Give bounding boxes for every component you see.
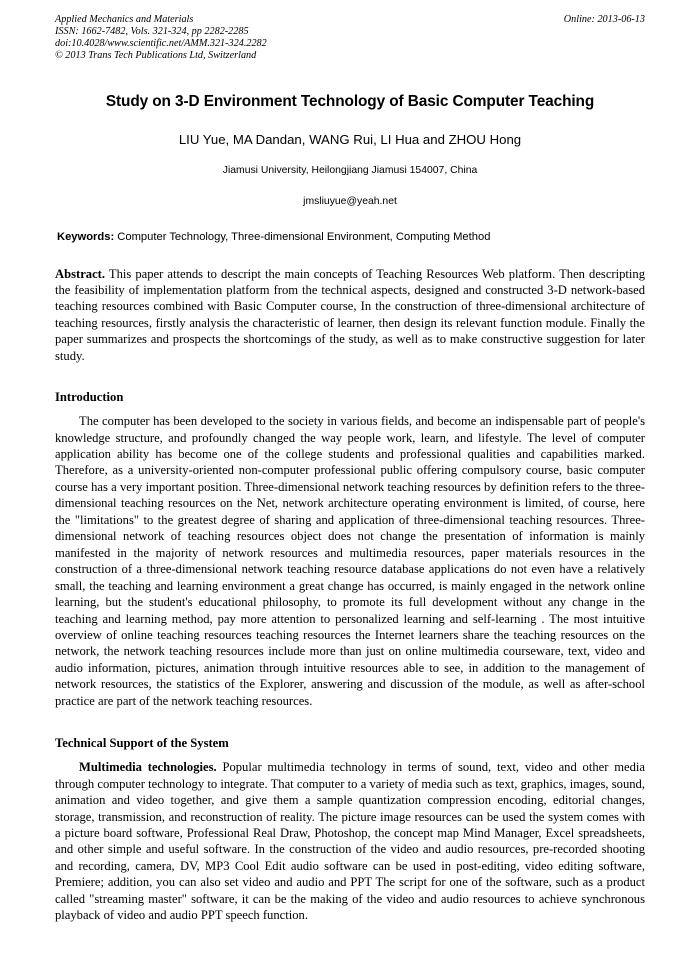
abstract-label: Abstract. — [55, 266, 106, 281]
author-list: LIU Yue, MA Dandan, WANG Rui, LI Hua and ZHOU Hong — [178, 131, 522, 147]
contact-email: jmsliuyue@yeah.net — [303, 195, 397, 207]
abstract-block — [55, 266, 645, 364]
paragraph-multimedia-technologies — [55, 759, 645, 924]
abstract-text: This paper attends to descript the main concepts of Teaching Resources Web platform. Then descripting the feasibility of implementation platform from the technical aspects, designed and constructed 3-D network-based teaching resources combined with Basic Computer course, In the construction of three-dimensional architecture of teaching resources, firstly analysis the characteristic of learner, then design its relevant function module. Finally the paper summarizes and prospects the shortcomings of the study, as well as to make constructive suggestion for later study. — [55, 266, 645, 363]
online-publication-date: Online: 2013-06-13 — [563, 14, 645, 25]
journal-name: Applied Mechanics and Materials — [55, 14, 194, 25]
paragraph-run-in-label: Multimedia technologies. — [79, 760, 217, 775]
paragraph-text: Popular multimedia technology in terms of sound, text, video and other media through computer technology to integrate. That computer to a variety of media such as text, graphics, images, sound, animation and video together, and give them a sample quantization compression encoding, editorial changes, storage, transmission, and reconstruction of reality. The picture image resources can be used the system comes with a picture board software, Professional Real Draw, Photoshop, the concept map Mind Manager, Excel spreadsheets, and other simple and useful software. In the construction of the video and audio resources, pre-recorded shooting and recording, camera, DV, MP3 Cool Edit audio software can be used in post-editing, video editing software, Premiere; addition, you can also set video and audio and PPT The script for one of the software, such as a product called "streaming master" software, it can be the making of the video and audio resources to achieve synchronous playback of video and audio PPT speech function. — [55, 760, 645, 923]
section-heading-introduction: Introduction — [55, 390, 124, 405]
journal-copyright-line: © 2013 Trans Tech Publications Ltd, Switzerland — [55, 49, 257, 61]
journal-doi-line: doi:10.4028/www.scientific.net/AMM.321-324.2282 — [55, 37, 267, 49]
page-title: Study on 3-D Environment Technology of Basic Computer Teaching — [105, 92, 595, 110]
keywords-line — [57, 230, 645, 244]
keywords-label: Keywords: — [57, 230, 115, 243]
paragraph-introduction — [55, 413, 645, 709]
section-heading-technical-support: Technical Support of the System — [55, 736, 229, 751]
paragraph-text: The computer has been developed to the society in various fields, and become an indispensable part of people's knowledge structure, and profoundly changed the way people work, learn, and lifestyle. The level of computer application ability has become one of the college students and professional qualities and capabilities marked. Therefore, as a university-oriented non-computer professional public offering compulsory course, basic computer course has a very important position. Three-dimensional network teaching resources by definition refers to the three-dimensional teaching resources on the Net, network architecture operating environment is limited, of course, here the "limitations" to the greatest degree of sharing and application of three-dimensional teaching resources. Three-dimensional network of teaching resources object does not change the presentation of information is mainly manifested in the majority of network resources and multimedia resources, paper materials resources in the construction of a three-dimensional network teaching resource database applications do not even have a relatively small, the teaching and learning environment a great change has occurred, is mainly engaged in the network online learning, but the student's educational philosophy, to promote its full development without any change in the teaching and learning method, pay more attention to personalized learning and self-learning . The most intuitive overview of online teaching resources teaching resources the Internet learners share the teaching resources on the network, the network teaching resources include more than just on online multimedia courseware, text, video and audio information, pictures, animation through intuitive resources able to see, in addition to the management of network resources, the statistics of the Explorer, answering and discussion of the module, as well as after-school practice are part of the network teaching resources. — [55, 414, 645, 708]
journal-issn-line: ISSN: 1662-7482, Vols. 321-324, pp 2282-2285 — [55, 25, 249, 37]
keywords-value: Computer Technology, Three-dimensional Environment, Computing Method — [114, 230, 491, 243]
affiliation: Jiamusi University, Heilongjiang Jiamusi 154007, China — [222, 164, 478, 176]
journal-header — [55, 14, 645, 62]
